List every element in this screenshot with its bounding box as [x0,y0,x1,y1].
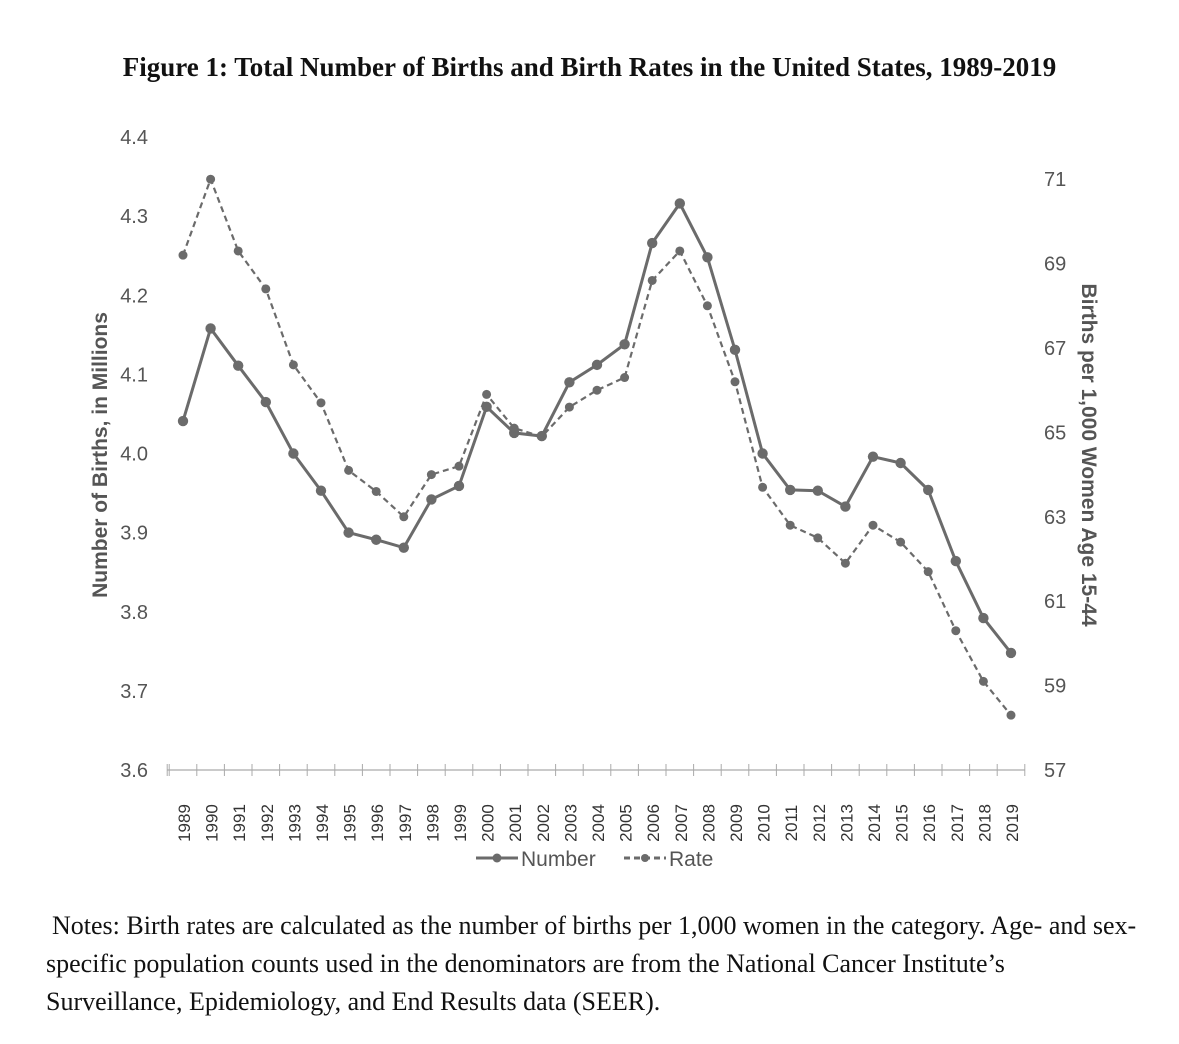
point-number-2016 [923,485,933,495]
left-tick-label: 3.7 [120,680,148,703]
right-tick-label: 69 [1044,253,1067,276]
point-rate-2016 [924,567,933,576]
point-number-2019 [1006,648,1016,658]
point-number-2006 [647,238,657,248]
left-axis-label: Number of Births, in Millions [89,312,112,598]
series-line-rate [183,179,1011,715]
x-tick-label: 2008 [699,804,719,842]
x-axis [167,764,1025,842]
point-rate-2017 [951,626,960,635]
point-number-2007 [675,198,685,208]
x-tick-label: 1994 [313,804,332,842]
left-tick-label: 4.2 [120,285,148,308]
point-rate-2004 [593,386,602,395]
x-tick-label: 1999 [451,804,470,842]
point-rate-1998 [427,470,436,479]
point-rate-1994 [317,398,326,407]
point-rate-2010 [758,483,767,492]
point-number-1998 [426,494,436,504]
legend [476,848,713,871]
notes-text: Notes: Birth rates are calculated as the number of births per 1,000 women in the category. Age- and sex-specific population counts used in the denominators are from the National Cancer Institute’s Surveillance, Epidemiology, and End Results data (SEER). [46,911,1137,1016]
x-tick-label: 2016 [920,804,940,842]
series-layer [178,175,1016,720]
x-tick-label: 1989 [175,804,194,842]
right-tick-label: 59 [1044,675,1067,698]
left-tick-label: 3.6 [120,760,148,782]
x-tick-label: 2010 [754,804,774,842]
x-tick-label: 1991 [230,804,250,842]
chart-title: Figure 1: Total Number of Births and Birth Rates in the United States, 1989-2019 [122,52,1057,82]
point-number-1997 [399,542,409,552]
point-number-1999 [454,481,464,491]
right-tick-label: 57 [1044,760,1067,782]
right-tick-label: 63 [1044,506,1067,529]
point-number-2017 [951,556,961,566]
x-tick-label: 2007 [671,804,691,842]
point-number-1990 [205,323,215,333]
x-tick-label: 2018 [975,804,995,842]
point-rate-2013 [841,559,850,568]
point-rate-1992 [261,284,270,293]
point-rate-2018 [979,677,988,686]
x-tick-label: 2000 [478,804,498,842]
point-number-2013 [840,501,850,511]
point-rate-2003 [565,403,574,412]
point-rate-1993 [289,360,298,369]
point-number-1994 [316,485,326,495]
point-rate-2002 [537,432,546,441]
point-number-2005 [619,339,629,349]
point-rate-2009 [731,377,740,386]
point-rate-2014 [869,521,878,530]
x-tick-label: 2005 [616,804,636,842]
point-rate-2015 [896,538,905,547]
right-y-axis [1044,169,1066,782]
point-rate-2011 [786,521,795,530]
point-number-2010 [757,448,767,458]
right-tick-label: 67 [1044,338,1067,360]
x-tick-label: 1990 [202,804,222,842]
legend-item-rate [624,848,713,871]
x-tick-label: 1995 [340,804,360,842]
point-rate-2012 [813,533,822,542]
point-number-2012 [813,485,823,495]
notes [46,907,1146,1021]
point-rate-1989 [179,251,188,260]
point-number-2003 [564,377,574,387]
x-tick-label: 2014 [865,804,884,842]
x-tick-label: 2019 [1003,804,1022,842]
point-rate-1995 [344,466,353,475]
point-rate-1991 [234,246,243,255]
right-axis-label: Births per 1,000 Women Age 15-44 [1077,283,1100,627]
x-tick-label: 2009 [727,804,746,842]
x-tick-label: 2015 [892,804,912,842]
point-number-1996 [371,535,381,545]
x-tick-label: 2001 [506,804,526,842]
legend-item-number [476,848,596,871]
left-tick-label: 4.0 [120,443,148,466]
point-rate-2000 [482,390,491,399]
point-number-1992 [261,397,271,407]
x-tick-label: 1993 [285,804,305,842]
x-tick-label: 2004 [589,804,608,842]
x-tick-label: 2006 [644,804,664,842]
left-y-axis [120,127,148,782]
left-tick-label: 4.4 [120,127,148,149]
left-tick-label: 4.3 [120,206,148,229]
point-number-2015 [895,458,905,468]
x-tick-label: 2003 [561,804,581,842]
point-rate-1996 [372,487,381,496]
x-tick-label: 1992 [257,804,277,842]
x-tick-label: 2002 [533,804,553,842]
right-tick-label: 71 [1044,169,1067,192]
point-rate-2008 [703,301,712,310]
point-number-1995 [343,527,353,537]
x-tick-label: 1996 [368,804,388,842]
left-tick-label: 3.8 [120,601,148,624]
x-tick-label: 2013 [837,804,857,842]
x-tick-label: 2011 [782,804,802,842]
point-number-2004 [592,360,602,370]
series-line-number [183,203,1011,652]
point-rate-1997 [399,512,408,521]
point-rate-2007 [675,246,684,255]
point-number-1991 [233,360,243,370]
left-tick-label: 4.1 [120,364,148,387]
x-tick-label: 1998 [423,804,443,842]
point-number-2014 [868,451,878,461]
point-number-2009 [730,345,740,355]
x-tick-label: 2017 [947,804,967,842]
point-number-2011 [785,485,795,495]
legend-label-number: Number [521,848,596,871]
legend-label-rate: Rate [669,848,714,871]
point-rate-1990 [206,175,215,184]
right-tick-label: 65 [1044,422,1067,445]
point-number-1993 [288,448,298,458]
point-rate-2006 [648,276,657,285]
point-rate-1999 [455,462,464,471]
point-rate-2001 [510,424,519,433]
point-rate-2005 [620,373,629,382]
right-tick-label: 61 [1044,591,1067,614]
point-rate-2019 [1007,711,1016,720]
left-tick-label: 3.9 [120,522,148,545]
point-number-1989 [178,416,188,426]
x-tick-label: 2012 [809,804,829,842]
point-number-2008 [702,252,712,262]
x-tick-label: 1997 [395,804,415,842]
point-number-2018 [978,613,988,623]
